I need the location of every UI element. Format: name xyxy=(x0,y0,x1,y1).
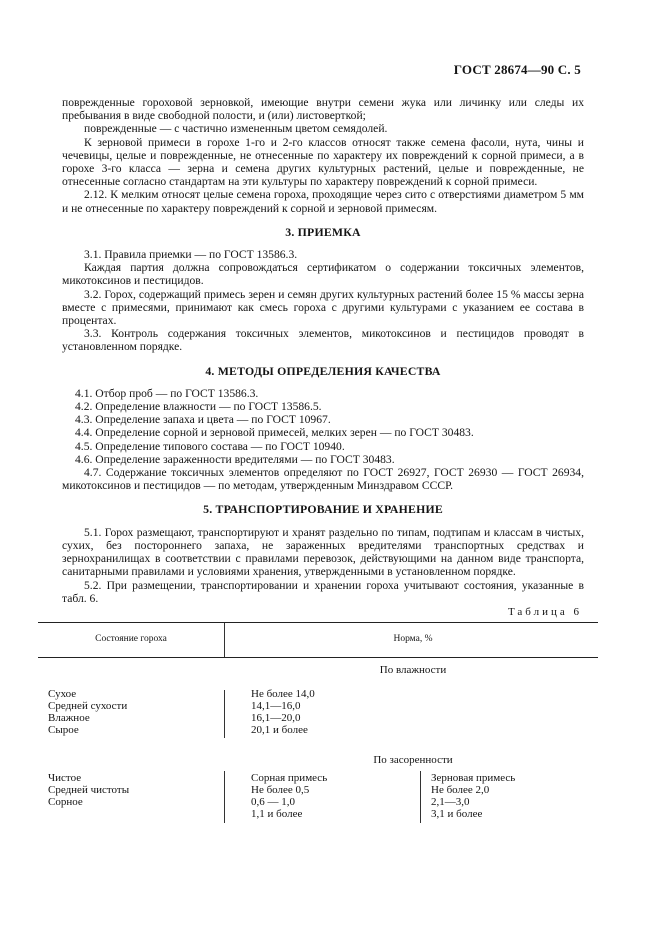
paragraph: 2.12. К мелким относят целые семена гороха, проходящие через сито с отверстиями диаметром 5 мм и не отнесенные по характеру повреждений к сорной и зерновой примесям. xyxy=(62,188,584,215)
paragraph: Каждая партия должна сопровождаться сертификатом о содержании токсичных элементов, микотоксинов и пестицидов. xyxy=(62,261,584,288)
paragraph: поврежденные гороховой зерновкой, имеющие внутри семени жука или личинку или следы их пребывания в виде свободной полости, и (или) листоверткой; xyxy=(62,96,584,123)
table-cell-state: Сухое Средней сухости Влажное Сырое xyxy=(48,688,128,737)
paragraph: 5.2. При размещении, транспортировании и хранении гороха учитывают состояния, указанные в табл. 6. xyxy=(62,578,584,605)
table-divider xyxy=(420,771,421,823)
table-divider xyxy=(224,623,225,657)
list-item: 4.3. Определение запаха и цвета — по ГОСТ 10967. xyxy=(75,413,331,427)
table-row xyxy=(38,688,598,736)
list-item: 4.4. Определение сорной и зерновой примесей, мелких зерен — по ГОСТ 30483. xyxy=(75,426,474,440)
list-item: 4.1. Отбор проб — по ГОСТ 13586.3. xyxy=(75,386,259,400)
group-title-contamination: По засоренности xyxy=(373,754,453,767)
paragraph: 3.1. Правила приемки — по ГОСТ 13586.3. xyxy=(84,248,298,262)
paragraph: 3.2. Горох, содержащий примесь зерен и семян других культурных растений более 15 % массы зерна вместе с примесями, принимают как смесь гороха с другими культурами с указанием ее состава в процентах. xyxy=(62,287,584,328)
paragraph: поврежденные — с частично измененным цветом семядолей. xyxy=(84,122,388,136)
document-body xyxy=(48,96,584,844)
paragraph: К зерновой примеси в горохе 1-го и 2-го классов относят также семена фасоли, нута, чины и чечевицы, целые и поврежденные, не отнесенные по характеру их повреждений к сорной примеси, а в горохе 3-го класса — зерна и семена других культурных растений, целые и поврежденные, не отнесенные согласно стандартам на эти культуры по характеру повреждений к сорной примеси. xyxy=(62,135,584,189)
table-cell-weed-impurity: Сорная примесь Не более 0,5 0,6 — 1,0 1,1 и более xyxy=(251,772,328,821)
list-item: 4.2. Определение влажности — по ГОСТ 13586.5. xyxy=(75,400,322,414)
paragraph: 4.7. Содержание токсичных элементов определяют по ГОСТ 26927, ГОСТ 26930 — ГОСТ 26934, микотоксинов и пестицидов — по методам, утвержденным Минздравом СССР. xyxy=(62,466,584,493)
list-item: 4.5. Определение типового состава — по ГОСТ 10940. xyxy=(75,439,345,453)
paragraph: 3.3. Контроль содержания токсичных элементов, микотоксинов и пестицидов проводят в установленном порядке. xyxy=(62,327,584,354)
table-divider xyxy=(224,771,225,823)
paragraph: 5.1. Горох размещают, транспортируют и хранят раздельно по типам, подтипам и классам в чистых, сухих, без постороннего запаха, не зараженных вредителями транспортных средствах и зернохранилищах в соответствии с правилами перевозок, действующими на данном виде транспорта, санитарными правилами и условиями хранения, утвержденными в установленном порядке. xyxy=(62,525,584,579)
page-header: ГОСТ 28674—90 С. 5 xyxy=(453,62,581,77)
column-header-norm: Норма, % xyxy=(393,634,433,645)
list-item: 4.6. Определение зараженности вредителями — по ГОСТ 30483. xyxy=(75,452,395,466)
column-header-state: Состояние гороха xyxy=(95,634,167,645)
section-title-transport: 5. ТРАНСПОРТИРОВАНИЕ И ХРАНЕНИЕ xyxy=(203,502,443,517)
table-header xyxy=(38,622,598,658)
table-cell-norm: Не более 14,0 14,1—16,0 16,1—20,0 20,1 и более xyxy=(251,688,315,737)
group-title-moisture: По влажности xyxy=(379,664,447,677)
section-title-methods: 4. МЕТОДЫ ОПРЕДЕЛЕНИЯ КАЧЕСТВА xyxy=(205,363,441,378)
section-title-acceptance: 3. ПРИЕМКА xyxy=(285,224,361,239)
table-caption: Таблица 6 xyxy=(507,605,582,618)
table-body xyxy=(38,658,598,844)
table-cell-grain-impurity: Зерновая примесь Не более 2,0 2,1—3,0 3,1 и более xyxy=(431,772,516,821)
table-cell-state: Чистое Средней чистоты Сорное xyxy=(48,772,130,809)
